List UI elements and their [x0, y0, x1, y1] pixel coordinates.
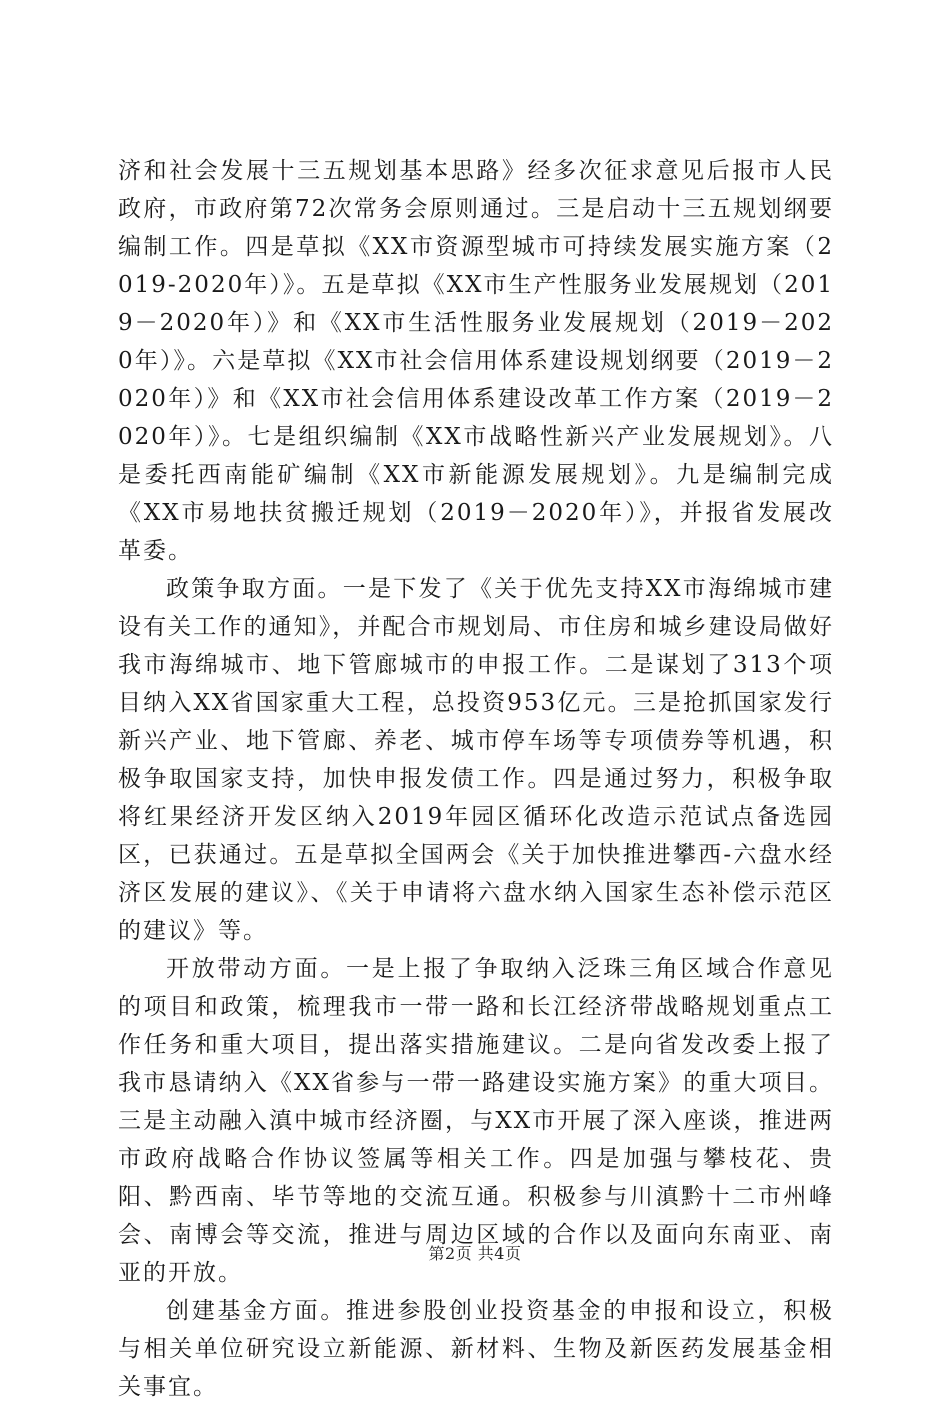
paragraph-planning: 济和社会发展十三五规划基本思路》经多次征求意见后报市人民政府，市政府第72次常务会原则通过。三是启动十三五规划纲要编制工作。四是草拟《XX市资源型城市可持续发展实施方案（2019-2020年）》。五是草拟《XX市生产性服务业发展规划（2019－2020年）》和《XX市生活性服务业发展规划（2019－2020年）》。六是草拟《XX市社会信用体系建设规划纲要（2019－2020年）》和《XX市社会信用体系建设改革工作方案（2019－2020年）》。七是组织编制《XX市战略性新兴产业发展规划》。八是委托西南能矿编制《XX市新能源发展规划》。九是编制完成《XX市易地扶贫搬迁规划（2019－2020年）》，并报省发展改革委。: [118, 158, 834, 564]
paragraph-policy: 政策争取方面。一是下发了《关于优先支持XX市海绵城市建设有关工作的通知》，并配合市规划局、市住房和城乡建设局做好我市海绵城市、地下管廊城市的申报工作。二是谋划了313个项目纳入XX省国家重大工程，总投资953亿元。三是抢抓国家发行新兴产业、地下管廊、养老、城市停车场等专项债券等机遇，积极争取国家支持，加快申报发债工作。四是通过努力，积极争取将红果经济开发区纳入2019年园区循环化改造示范试点备选园区，已获通过。五是草拟全国两会《关于加快推进攀西-六盘水经济区发展的建议》、《关于申请将六盘水纳入国家生态补偿示范区的建议》等。: [118, 576, 834, 944]
paragraph-opening: 开放带动方面。一是上报了争取纳入泛珠三角区域合作意见的项目和政策，梳理我市一带一路和长江经济带战略规划重点工作任务和重大项目，提出落实措施建议。二是向省发改委上报了我市恳请纳入《XX省参与一带一路建设实施方案》的重大项目。三是主动融入滇中城市经济圈，与XX市开展了深入座谈，推进两市政府战略合作协议签属等相关工作。四是加强与攀枝花、贵阳、黔西南、毕节等地的交流互通。积极参与川滇黔十二市州峰会、南博会等交流，推进与周边区域的合作以及面向东南亚、南亚的开放。: [118, 956, 834, 1286]
page-number-footer: 第2页 共4页: [428, 1244, 522, 1263]
document-body: [118, 152, 834, 1406]
paragraph-fund: 创建基金方面。推进参股创业投资基金的申报和设立，积极与相关单位研究设立新能源、新材料、生物及新医药发展基金相关事宜。: [118, 1298, 834, 1400]
